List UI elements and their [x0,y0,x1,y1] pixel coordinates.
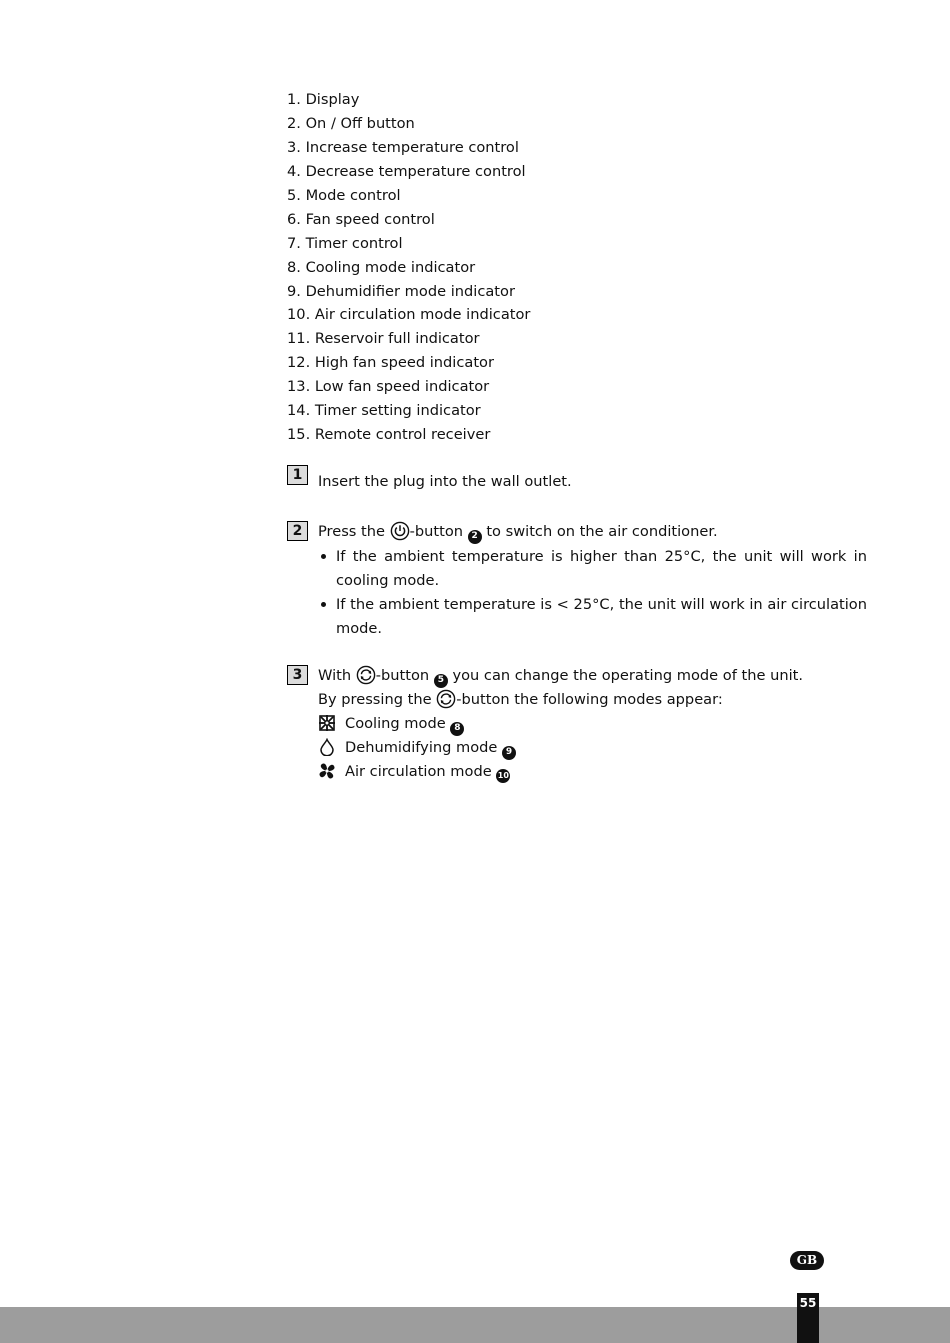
list-item: 9. Dehumidifier mode indicator [287,282,515,300]
step-2-instruction: Press the -button 2 to switch on the air conditioner. [318,521,867,545]
reference-number: 5 [434,674,448,688]
list-item: 11. Reservoir full indicator [287,330,480,348]
list-item: 7. Timer control [287,234,403,252]
fan-icon [318,762,336,780]
reference-number: 10 [496,769,510,783]
parts-list [287,89,530,448]
list-item: 1. Display [287,91,360,108]
mode-item-dehumidifying: Dehumidifying mode 9 [318,737,867,761]
language-badge: GB [790,1251,824,1270]
list-item: 10. Air circulation mode indicator [287,306,531,324]
list-item: 6. Fan speed control [287,210,435,228]
list-item: 5. Mode control [287,186,401,204]
mode-item-air-circulation: Air circulation mode 10 [318,761,867,785]
mode-item-cooling: Cooling mode 8 [318,713,867,737]
step-number-badge: 2 [287,521,308,541]
step-3-instruction: With -button 5 you can change the operating mode of the unit. [318,665,867,689]
bullet-item: If the ambient temperature is higher than 25°C, the unit will work in cooling mode. [318,545,867,593]
snowflake-icon [318,714,336,732]
bullet-list [318,545,867,641]
list-item: 4. Decrease temperature control [287,162,526,180]
step-3-modes-intro: By pressing the -button the following modes appear: [318,691,723,708]
step-number-badge: 1 [287,465,308,485]
list-item: 14. Timer setting indicator [287,402,481,420]
list-item: 15. Remote control receiver [287,426,491,444]
water-drop-icon [318,738,336,756]
list-item: 8. Cooling mode indicator [287,258,476,276]
reference-number: 9 [502,746,516,760]
list-item: 13. Low fan speed indicator [287,378,490,396]
bullet-item: If the ambient temperature is < 25°C, the unit will work in air circulation mode. [318,593,867,641]
mode-cycle-icon [356,665,376,685]
reference-number: 2 [468,530,482,544]
list-item: 12. High fan speed indicator [287,354,494,372]
step-1-text: Insert the plug into the wall outlet. [318,473,572,490]
mode-cycle-icon [436,689,456,709]
step-1 [287,465,867,495]
reference-number: 8 [450,722,464,736]
power-icon [390,521,410,541]
step-number-badge: 3 [287,665,308,685]
list-item: 3. Increase temperature control [287,138,519,156]
list-item: 2. On / Off button [287,114,415,132]
step-3 [287,665,867,785]
page-number: 55 [797,1293,819,1343]
step-2 [287,521,867,641]
